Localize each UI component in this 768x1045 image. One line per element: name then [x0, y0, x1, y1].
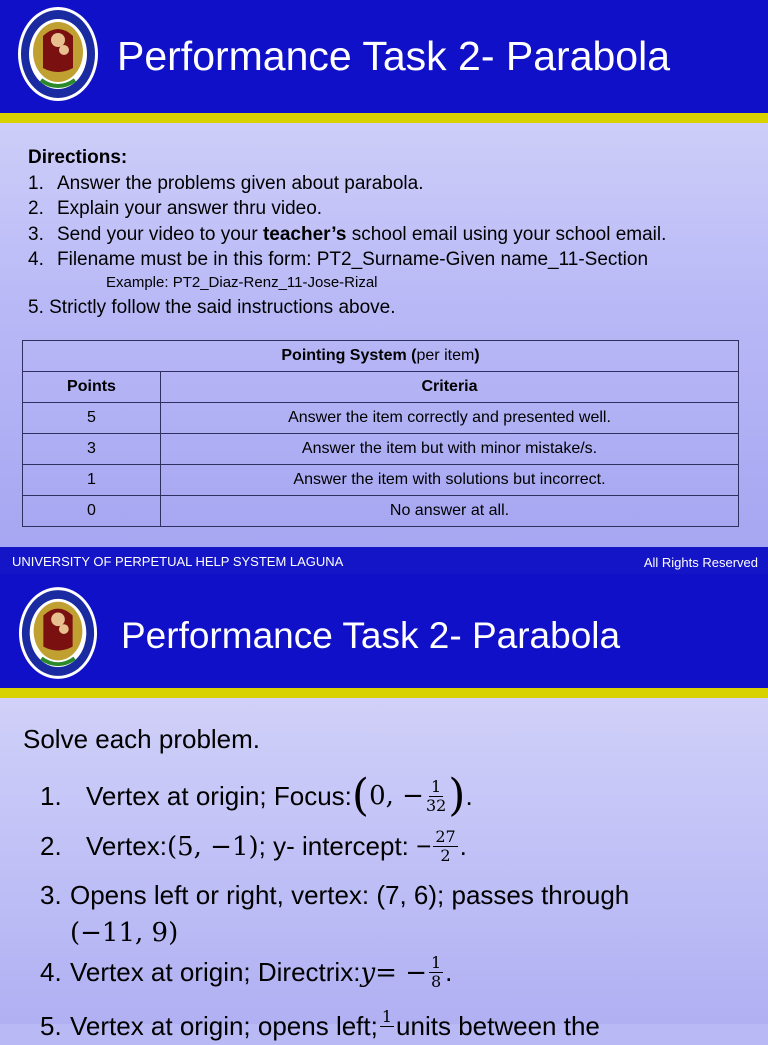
- slide-2: [0, 574, 768, 1041]
- problem-2: 2. Vertex: (5, −1) ; y- intercept: − $\frac{27}{2}$ .: [40, 827, 467, 865]
- problem-4: 4. Vertex at origin; Directrix: y = − $\frac{1}{8}$ .: [40, 953, 453, 991]
- header-points: Points: [23, 372, 161, 403]
- direction-item-5: 5. Strictly follow the said instructions above.: [28, 296, 396, 318]
- row-points: 3: [23, 434, 161, 465]
- table-row: [23, 496, 739, 527]
- pointing-system-table: [22, 340, 739, 527]
- table-row: [23, 465, 739, 496]
- problem-3-point: (−11, 9): [70, 918, 179, 948]
- slide-2-header: [0, 574, 768, 688]
- table-row: [23, 434, 739, 465]
- direction-item-1: 1. Answer the problems given about parabola.: [28, 172, 424, 194]
- solve-heading: Solve each problem.: [23, 724, 261, 754]
- direction-item-2: 2. Explain your answer thru video.: [28, 198, 323, 219]
- row-points: 5: [23, 403, 161, 434]
- footer-university: UNIVERSITY OF PERPETUAL HELP SYSTEM LAGUNA: [12, 554, 344, 569]
- row-criteria: Answer the item correctly and presented well.: [161, 403, 739, 434]
- row-criteria: Answer the item but with minor mistake/s.: [161, 434, 739, 465]
- fraction: $\frac{27}{2}$: [435, 827, 456, 865]
- yellow-divider: [0, 113, 768, 123]
- row-points: 0: [23, 496, 161, 527]
- table-row: [23, 403, 739, 434]
- directions-heading: Directions:: [28, 147, 128, 168]
- fraction: 1: [381, 1007, 393, 1026]
- problem-5: 5. Vertex at origin; opens left; 1 units between the: [40, 1008, 600, 1045]
- filename-example: Example: PT2_Diaz-Renz_11-Jose-Rizal: [106, 273, 378, 291]
- slide-1-title: Performance Task 2- Parabola: [117, 33, 671, 79]
- table-title: Pointing System (per item): [23, 341, 739, 372]
- footer-rights: All Rights Reserved: [643, 555, 758, 570]
- university-seal-icon: [17, 6, 99, 102]
- table-header-row: [23, 372, 739, 403]
- footer-band: [0, 547, 768, 574]
- slide-1-header: [0, 0, 768, 113]
- row-points: 1: [23, 465, 161, 496]
- direction-item-3: 3. Send your video to your teacher’s school email using your school email.: [28, 223, 667, 245]
- row-criteria: Answer the item with solutions but incorrect.: [161, 465, 739, 496]
- slide-2-title: Performance Task 2- Parabola: [121, 615, 621, 656]
- header-criteria: Criteria: [161, 372, 739, 403]
- problem-1: 1. Vertex at origin; Focus: ( 0, − $\frac{1}{32}$ ) .: [40, 770, 473, 821]
- fraction: $\frac{1}{32}$: [425, 776, 447, 815]
- table-title-row: [23, 341, 739, 372]
- yellow-divider: [0, 688, 768, 698]
- direction-item-4: 4. Filename must be in this form: PT2_Surname-Given name_11-Section: [28, 249, 649, 270]
- directions: [28, 145, 758, 320]
- row-criteria: No answer at all.: [161, 496, 739, 527]
- university-seal-icon: [18, 584, 98, 682]
- fraction: $\frac{1}{8}$: [430, 953, 442, 991]
- problem-3: 3. Opens left or right, vertex: (7, 6); passes through: [40, 880, 630, 910]
